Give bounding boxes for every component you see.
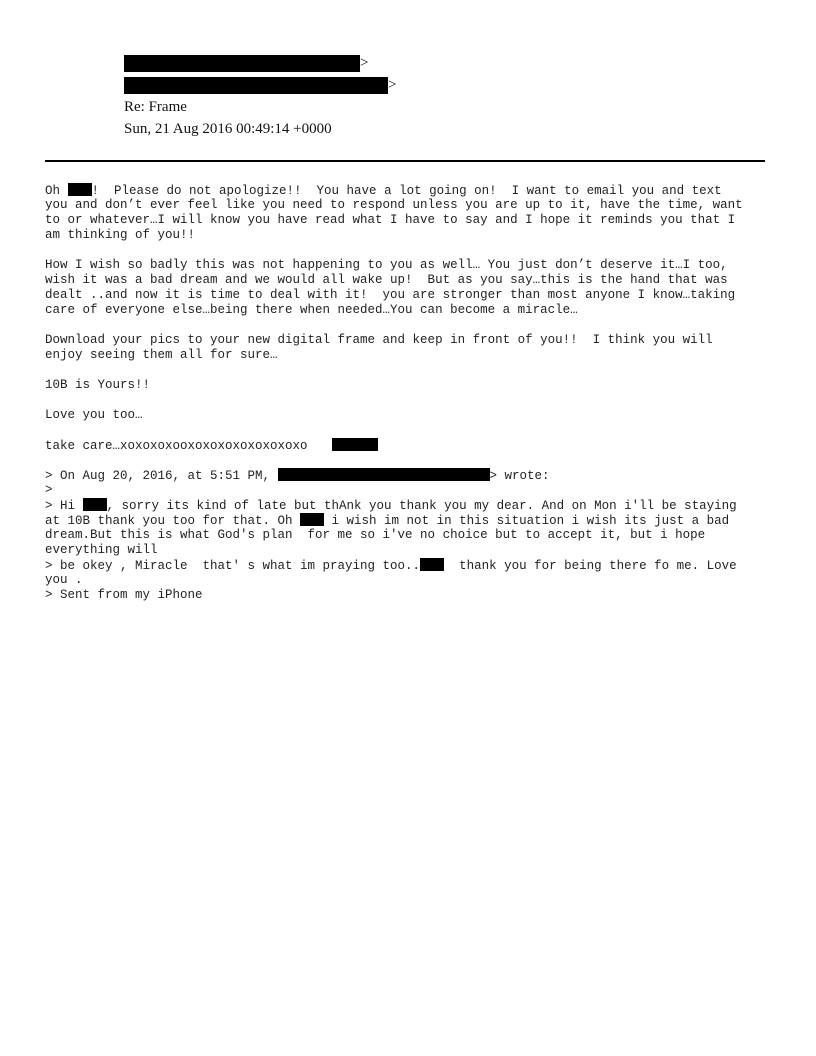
- quote-line: >: [45, 483, 53, 497]
- body-line: you and don’t ever feel like you need to respond unless you are up to it, have the time, want: [45, 198, 743, 212]
- email-body: [45, 183, 785, 603]
- body-line: dealt ..and now it is time to deal with it! you are stronger than most anyone I know…taking: [45, 288, 736, 302]
- body-line: Oh ! Please do not apologize!! You have a lot going on! I want to email you and text: [45, 184, 722, 198]
- quote-line: > Sent from my iPhone: [45, 588, 203, 602]
- quote-line: > Hi , sorry its kind of late but thAnk you thank you my dear. And on Mon i'll be staying: [45, 499, 737, 513]
- to-angle-bracket: >: [388, 77, 397, 93]
- redacted-sender: [278, 468, 490, 481]
- redacted-from-name: [124, 55, 360, 72]
- redacted-name: [68, 183, 92, 196]
- subject-value: Re: Frame: [124, 99, 187, 115]
- redacted-to-name: [124, 77, 388, 94]
- body-line: Download your pics to your new digital frame and keep in front of you!! I think you will: [45, 333, 713, 347]
- date-value: Sun, 21 Aug 2016 00:49:14 +0000: [124, 121, 332, 137]
- quote-line: > be okey , Miracle that' s what im praying too.. thank you for being there fo me. Love: [45, 559, 737, 573]
- quote-line: at 10B thank you too for that. Oh i wish im not in this situation i wish its just a bad: [45, 514, 730, 528]
- body-line: am thinking of you!!: [45, 228, 196, 242]
- body-line: enjoy seeing them all for sure…: [45, 348, 278, 362]
- body-line: How I wish so badly this was not happening to you as well… You just don’t deserve it…I too,: [45, 258, 728, 272]
- redacted-name: [83, 498, 107, 511]
- to-value: [124, 76, 396, 94]
- body-line: 10B is Yours!!: [45, 378, 151, 392]
- header-divider: [45, 160, 765, 162]
- from-value: [124, 54, 368, 72]
- redacted-name: [420, 558, 444, 571]
- from-angle-bracket: >: [360, 55, 369, 71]
- quote-intro: > On Aug 20, 2016, at 5:51 PM, > wrote:: [45, 469, 550, 483]
- quote-line: you .: [45, 573, 83, 587]
- body-line: wish it was a bad dream and we would all wake up! But as you say…this is the hand that was: [45, 273, 728, 287]
- redacted-name: [300, 513, 324, 526]
- signoff-line: take care…xoxoxoxooxoxoxoxoxoxoxoxo: [45, 438, 785, 453]
- body-line: to or whatever…I will know you have read what I have to say and I hope it reminds you that I: [45, 213, 736, 227]
- redacted-signature: [332, 438, 378, 451]
- quote-line: dream.But this is what God's plan for me so i've no choice but to accept it, but i hope: [45, 528, 706, 542]
- quote-line: everything will: [45, 543, 158, 557]
- body-line: care of everyone else…being there when needed…You can become a miracle…: [45, 303, 578, 317]
- body-line: Love you too…: [45, 408, 143, 422]
